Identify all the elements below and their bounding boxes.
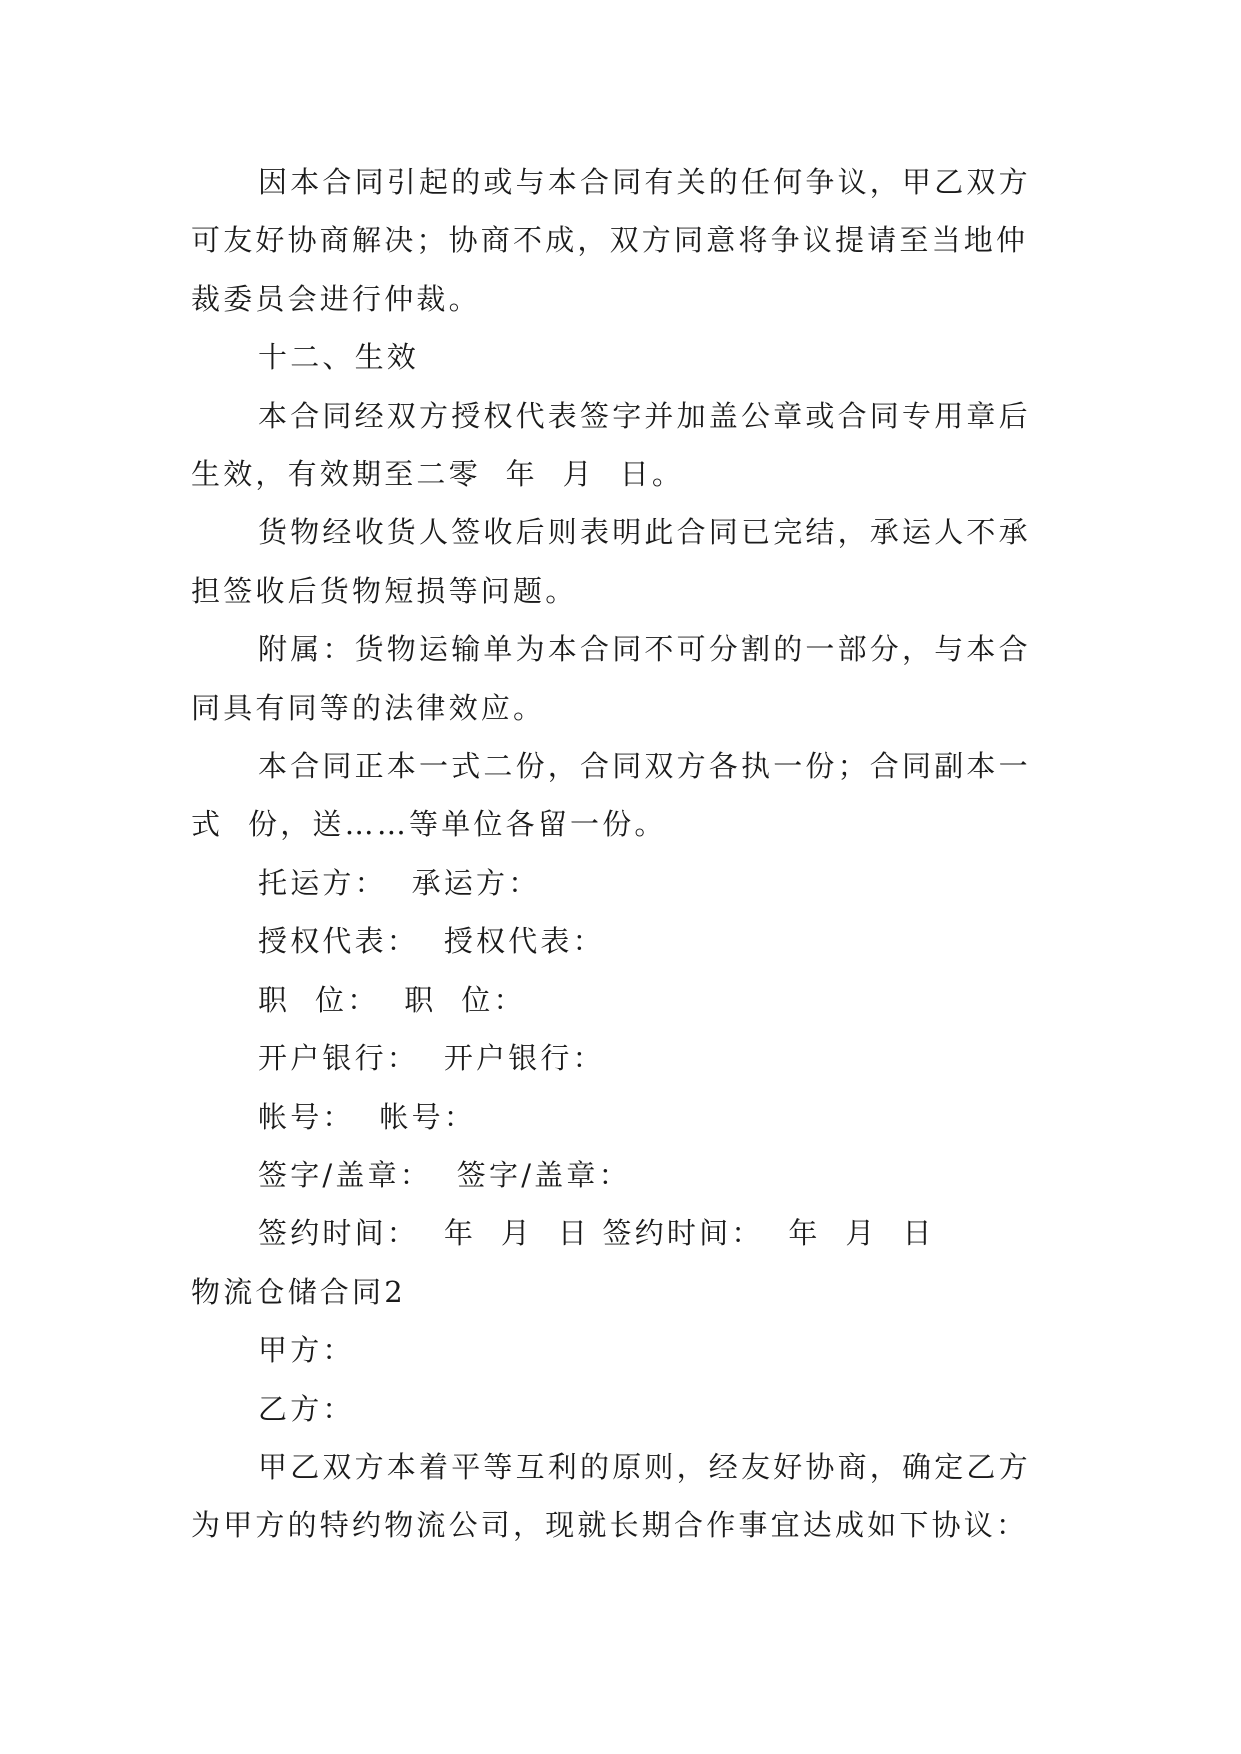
signature-line-dates: 签约时间： 年 月 日 签约时间： 年 月 日 [258, 1216, 935, 1251]
signature-line-seals: 签字/盖章： 签字/盖章： [258, 1157, 631, 1192]
party-b-line: 乙方： [258, 1391, 355, 1426]
paragraph-preamble: 甲乙双方本着平等互利的原则，经友好协商，确定乙方为甲方的特约物流公司，现就长期合作事宜达成如下协议： [191, 1449, 1031, 1543]
document-body [191, 153, 1051, 1555]
paragraph-dispute-resolution: 因本合同引起的或与本合同有关的任何争议，甲乙双方可友好协商解决；协商不成，双方同意将争议提请至当地仲裁委员会进行仲裁。 [191, 165, 1031, 316]
signature-line-banks: 开户银行： 开户银行： [258, 1041, 605, 1076]
signature-line-representatives: 授权代表： 授权代表： [258, 924, 605, 959]
signature-line-positions: 职 位： 职 位： [258, 982, 526, 1017]
paragraph-copies: 本合同正本一式二份，合同双方各执一份；合同副本一式 份，送……等单位各留一份。 [191, 749, 1031, 842]
signature-line-parties: 托运方： 承运方： [258, 865, 541, 900]
paragraph-attachment: 附属：货物运输单为本合同不可分割的一部分，与本合同具有同等的法律效应。 [191, 632, 1031, 725]
signature-line-accounts: 帐号： 帐号： [258, 1099, 477, 1134]
party-a-line: 甲方： [258, 1333, 355, 1368]
paragraph-effective-date: 本合同经双方授权代表签字并加盖公章或合同专用章后生效，有效期至二零 年 月 日。 [191, 398, 1031, 492]
paragraph-receipt-completion: 货物经收货人签收后则表明此合同已完结，承运人不承担签收后货物短损等问题。 [191, 515, 1031, 608]
document-title-contract-2: 物流仓储合同2 [191, 1274, 406, 1309]
section-heading-effectiveness: 十二、生效 [258, 340, 420, 375]
